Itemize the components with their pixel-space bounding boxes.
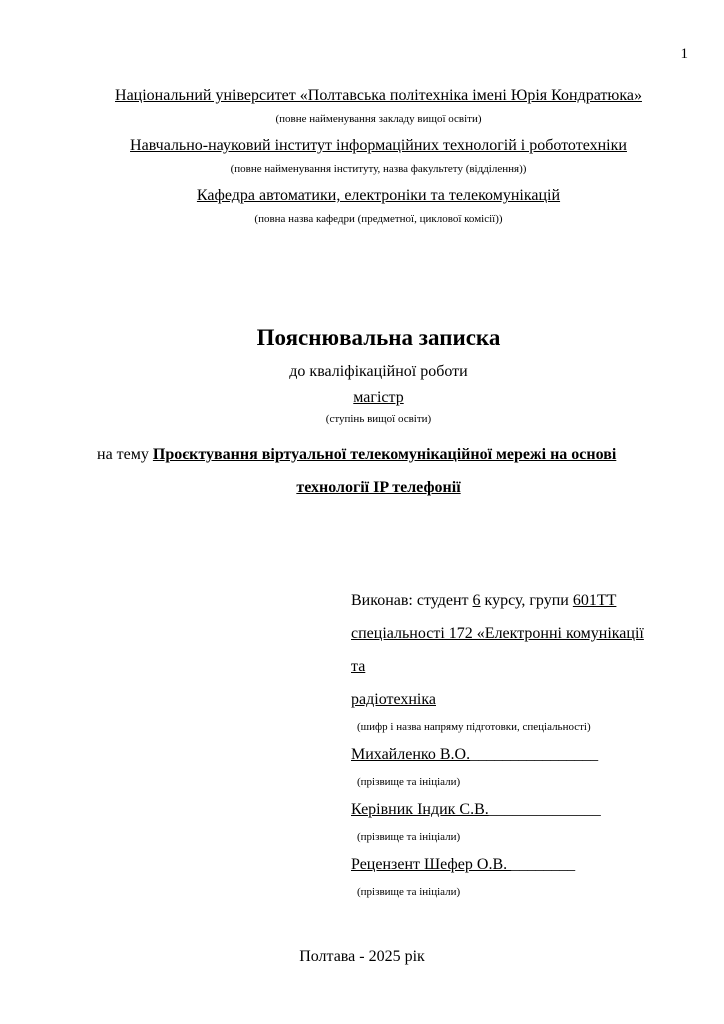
university-name: Національний університет «Полтавська політехніка імені Юрія Кондратюка»: [115, 87, 642, 104]
degree-value: магістр: [353, 388, 404, 406]
reviewer-caption: (прізвище та ініціали): [357, 885, 461, 898]
performed-mid: курсу, групи: [480, 591, 573, 609]
reviewer-fill-line: ________: [511, 855, 576, 873]
performed-line: [351, 584, 660, 617]
institute-caption: (повне найменування інституту, назва факультету (відділення)): [230, 163, 527, 176]
degree-caption: (ступінь вищої освіти): [325, 412, 432, 425]
student-fill-line: ________________: [470, 745, 599, 763]
document-subtitle: до кваліфікаційної роботи: [289, 362, 468, 380]
department-caption: (повна назва кафедри (предметної, циклової комісії)): [254, 213, 503, 226]
university-caption: (повне найменування закладу вищої освіти): [275, 113, 482, 125]
reviewer-line: [351, 848, 660, 881]
supervisor-line: [351, 793, 660, 826]
topic-text-2: технології IP телефонії: [296, 478, 461, 496]
student-name: Михайленко В.О.: [351, 745, 471, 763]
performed-prefix: Виконав: студент: [351, 591, 473, 609]
specialty-caption: (шифр і назва напряму підготовки, спеціальності): [357, 720, 591, 733]
page-number: 1: [680, 46, 688, 62]
topic-line-1: [97, 438, 660, 471]
student-caption: (прізвище та ініціали): [357, 775, 461, 788]
specialty-line-1: [351, 617, 660, 683]
group-value: 601ТТ: [572, 591, 617, 609]
supervisor-caption: (прізвище та ініціали): [357, 830, 461, 843]
course-value: 6: [472, 591, 481, 609]
specialty-text-2: радіотехніка: [351, 690, 436, 708]
institute-name: Навчально-науковий інститут інформаційних технологій і робототехніки: [130, 137, 627, 155]
topic-text-1: Проєктування віртуальної телекомунікаційної мережі на основі: [152, 445, 617, 463]
specialty-text-1: спеціальності 172 «Електронні комунікації та: [351, 624, 644, 675]
topic-line-2: [97, 471, 660, 504]
department-name: Кафедра автоматики, електроніки та телекомунікацій: [196, 187, 561, 205]
topic-prefix: на тему: [97, 445, 153, 463]
reviewer-name: Рецензент Шефер О.В.: [351, 855, 512, 873]
supervisor-fill-line: ______________: [488, 800, 601, 818]
title-block: [97, 325, 660, 504]
specialty-line-2: [351, 683, 660, 716]
header-block: [97, 86, 660, 227]
degree-line: [97, 389, 660, 407]
city-year-footer: Полтава - 2025 рік: [299, 948, 425, 965]
author-block: [351, 584, 660, 903]
student-line: [351, 738, 660, 771]
supervisor-name: Керівник Індик С.В.: [351, 800, 489, 818]
document-title: Пояснювальна записка: [256, 324, 501, 350]
